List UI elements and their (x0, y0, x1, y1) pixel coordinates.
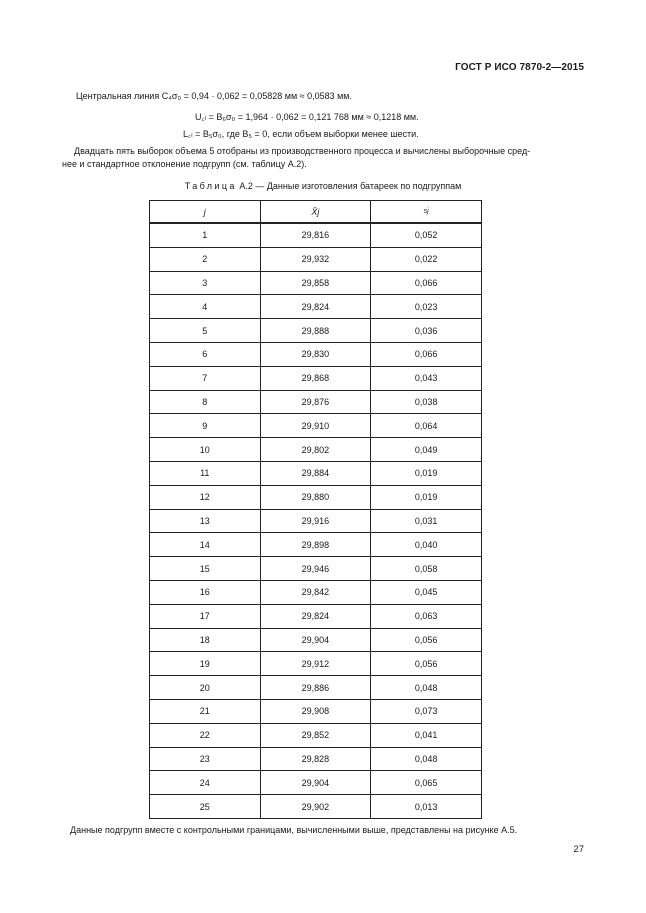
cell-xbar: 29,816 (260, 223, 371, 247)
table-row (150, 580, 482, 604)
cell-s: 0,065 (371, 771, 482, 795)
table-row (150, 461, 482, 485)
cell-xbar: 29,912 (260, 652, 371, 676)
table-row (150, 533, 482, 557)
cell-xbar: 29,908 (260, 699, 371, 723)
cell-xbar: 29,828 (260, 747, 371, 771)
cell-xbar: 29,946 (260, 557, 371, 581)
cell-xbar: 29,888 (260, 319, 371, 343)
cell-s: 0,064 (371, 414, 482, 438)
cell-s: 0,022 (371, 247, 482, 271)
table-body (150, 223, 482, 818)
cell-xbar: 29,842 (260, 580, 371, 604)
cell-s: 0,036 (371, 319, 482, 343)
cell-s: 0,048 (371, 747, 482, 771)
table-row (150, 485, 482, 509)
table-row (150, 652, 482, 676)
cell-j: 11 (150, 461, 261, 485)
cell-s: 0,049 (371, 438, 482, 462)
cell-xbar: 29,898 (260, 533, 371, 557)
table-row (150, 795, 482, 819)
table-row (150, 247, 482, 271)
table-row (150, 747, 482, 771)
table-row (150, 223, 482, 247)
cell-xbar: 29,904 (260, 771, 371, 795)
header-xbar: X̄j (260, 201, 371, 224)
central-line-formula: Центральная линия C₄σ₀ = 0,94 · 0,062 = 0,05828 мм ≈ 0,0583 мм. (76, 91, 352, 101)
cell-j: 14 (150, 533, 261, 557)
table-row (150, 295, 482, 319)
table-row (150, 604, 482, 628)
cell-s: 0,019 (371, 485, 482, 509)
table-row (150, 366, 482, 390)
page-number: 27 (573, 844, 584, 855)
table-header-row (150, 201, 482, 224)
ucl-formula: U꜀ₗ = B₆σ₀ = 1,964 · 0,062 = 0,121 768 мм ≈ 0,1218 мм. (195, 112, 419, 122)
cell-xbar: 29,876 (260, 390, 371, 414)
cell-s: 0,045 (371, 580, 482, 604)
cell-s: 0,058 (371, 557, 482, 581)
footer-paragraph: Данные подгрупп вместе с контрольными границами, вычисленными выше, представлены на рисунке А.5. (70, 825, 518, 835)
cell-s: 0,041 (371, 723, 482, 747)
cell-j: 4 (150, 295, 261, 319)
cell-xbar: 29,880 (260, 485, 371, 509)
cell-xbar: 29,884 (260, 461, 371, 485)
cell-j: 24 (150, 771, 261, 795)
cell-j: 15 (150, 557, 261, 581)
cell-j: 12 (150, 485, 261, 509)
cell-xbar: 29,902 (260, 795, 371, 819)
cell-s: 0,056 (371, 652, 482, 676)
cell-xbar: 29,802 (260, 438, 371, 462)
table-row (150, 319, 482, 343)
cell-s: 0,048 (371, 676, 482, 700)
table-caption-word: Таблица (184, 181, 237, 191)
document-header: ГОСТ Р ИСО 7870-2—2015 (455, 62, 584, 73)
cell-s: 0,019 (371, 461, 482, 485)
cell-j: 2 (150, 247, 261, 271)
cell-j: 13 (150, 509, 261, 533)
cell-s: 0,013 (371, 795, 482, 819)
header-j: j (150, 201, 261, 224)
cell-j: 8 (150, 390, 261, 414)
cell-s: 0,073 (371, 699, 482, 723)
table-row (150, 509, 482, 533)
cell-xbar: 29,868 (260, 366, 371, 390)
table-row (150, 271, 482, 295)
table-row (150, 414, 482, 438)
table-row (150, 342, 482, 366)
cell-j: 20 (150, 676, 261, 700)
cell-s: 0,038 (371, 390, 482, 414)
cell-j: 7 (150, 366, 261, 390)
table-row (150, 676, 482, 700)
cell-s: 0,066 (371, 271, 482, 295)
cell-s: 0,063 (371, 604, 482, 628)
cell-s: 0,052 (371, 223, 482, 247)
table-caption-title: А.2 — Данные изготовления батареек по подгруппам (239, 181, 462, 191)
cell-xbar: 29,910 (260, 414, 371, 438)
lcl-formula: L꜀ₗ = B₅σ₀, где B₅ = 0, если объем выборки менее шести. (183, 129, 419, 139)
cell-s: 0,023 (371, 295, 482, 319)
table-row (150, 390, 482, 414)
cell-j: 19 (150, 652, 261, 676)
table-row (150, 557, 482, 581)
cell-xbar: 29,932 (260, 247, 371, 271)
cell-j: 23 (150, 747, 261, 771)
table-row (150, 699, 482, 723)
cell-j: 17 (150, 604, 261, 628)
cell-j: 5 (150, 319, 261, 343)
table-caption (0, 181, 646, 191)
cell-s: 0,040 (371, 533, 482, 557)
table-row (150, 438, 482, 462)
table-row (150, 628, 482, 652)
cell-j: 18 (150, 628, 261, 652)
subgroup-data-table (149, 200, 482, 819)
cell-xbar: 29,852 (260, 723, 371, 747)
cell-xbar: 29,824 (260, 295, 371, 319)
intro-paragraph: Двадцать пять выборок объема 5 отобраны из производственного процесса и вычислены выборочные сред- нее и стандартное отклонение подгрупп (см. таблицу А.2). (62, 146, 531, 169)
cell-xbar: 29,916 (260, 509, 371, 533)
cell-j: 25 (150, 795, 261, 819)
cell-j: 21 (150, 699, 261, 723)
cell-s: 0,066 (371, 342, 482, 366)
header-s: sj (371, 201, 482, 224)
cell-xbar: 29,830 (260, 342, 371, 366)
cell-j: 6 (150, 342, 261, 366)
cell-j: 3 (150, 271, 261, 295)
cell-xbar: 29,858 (260, 271, 371, 295)
cell-xbar: 29,886 (260, 676, 371, 700)
cell-s: 0,043 (371, 366, 482, 390)
cell-s: 0,056 (371, 628, 482, 652)
cell-s: 0,031 (371, 509, 482, 533)
table-row (150, 771, 482, 795)
cell-xbar: 29,904 (260, 628, 371, 652)
cell-xbar: 29,824 (260, 604, 371, 628)
cell-j: 10 (150, 438, 261, 462)
cell-j: 1 (150, 223, 261, 247)
cell-j: 22 (150, 723, 261, 747)
cell-j: 9 (150, 414, 261, 438)
table-row (150, 723, 482, 747)
cell-j: 16 (150, 580, 261, 604)
